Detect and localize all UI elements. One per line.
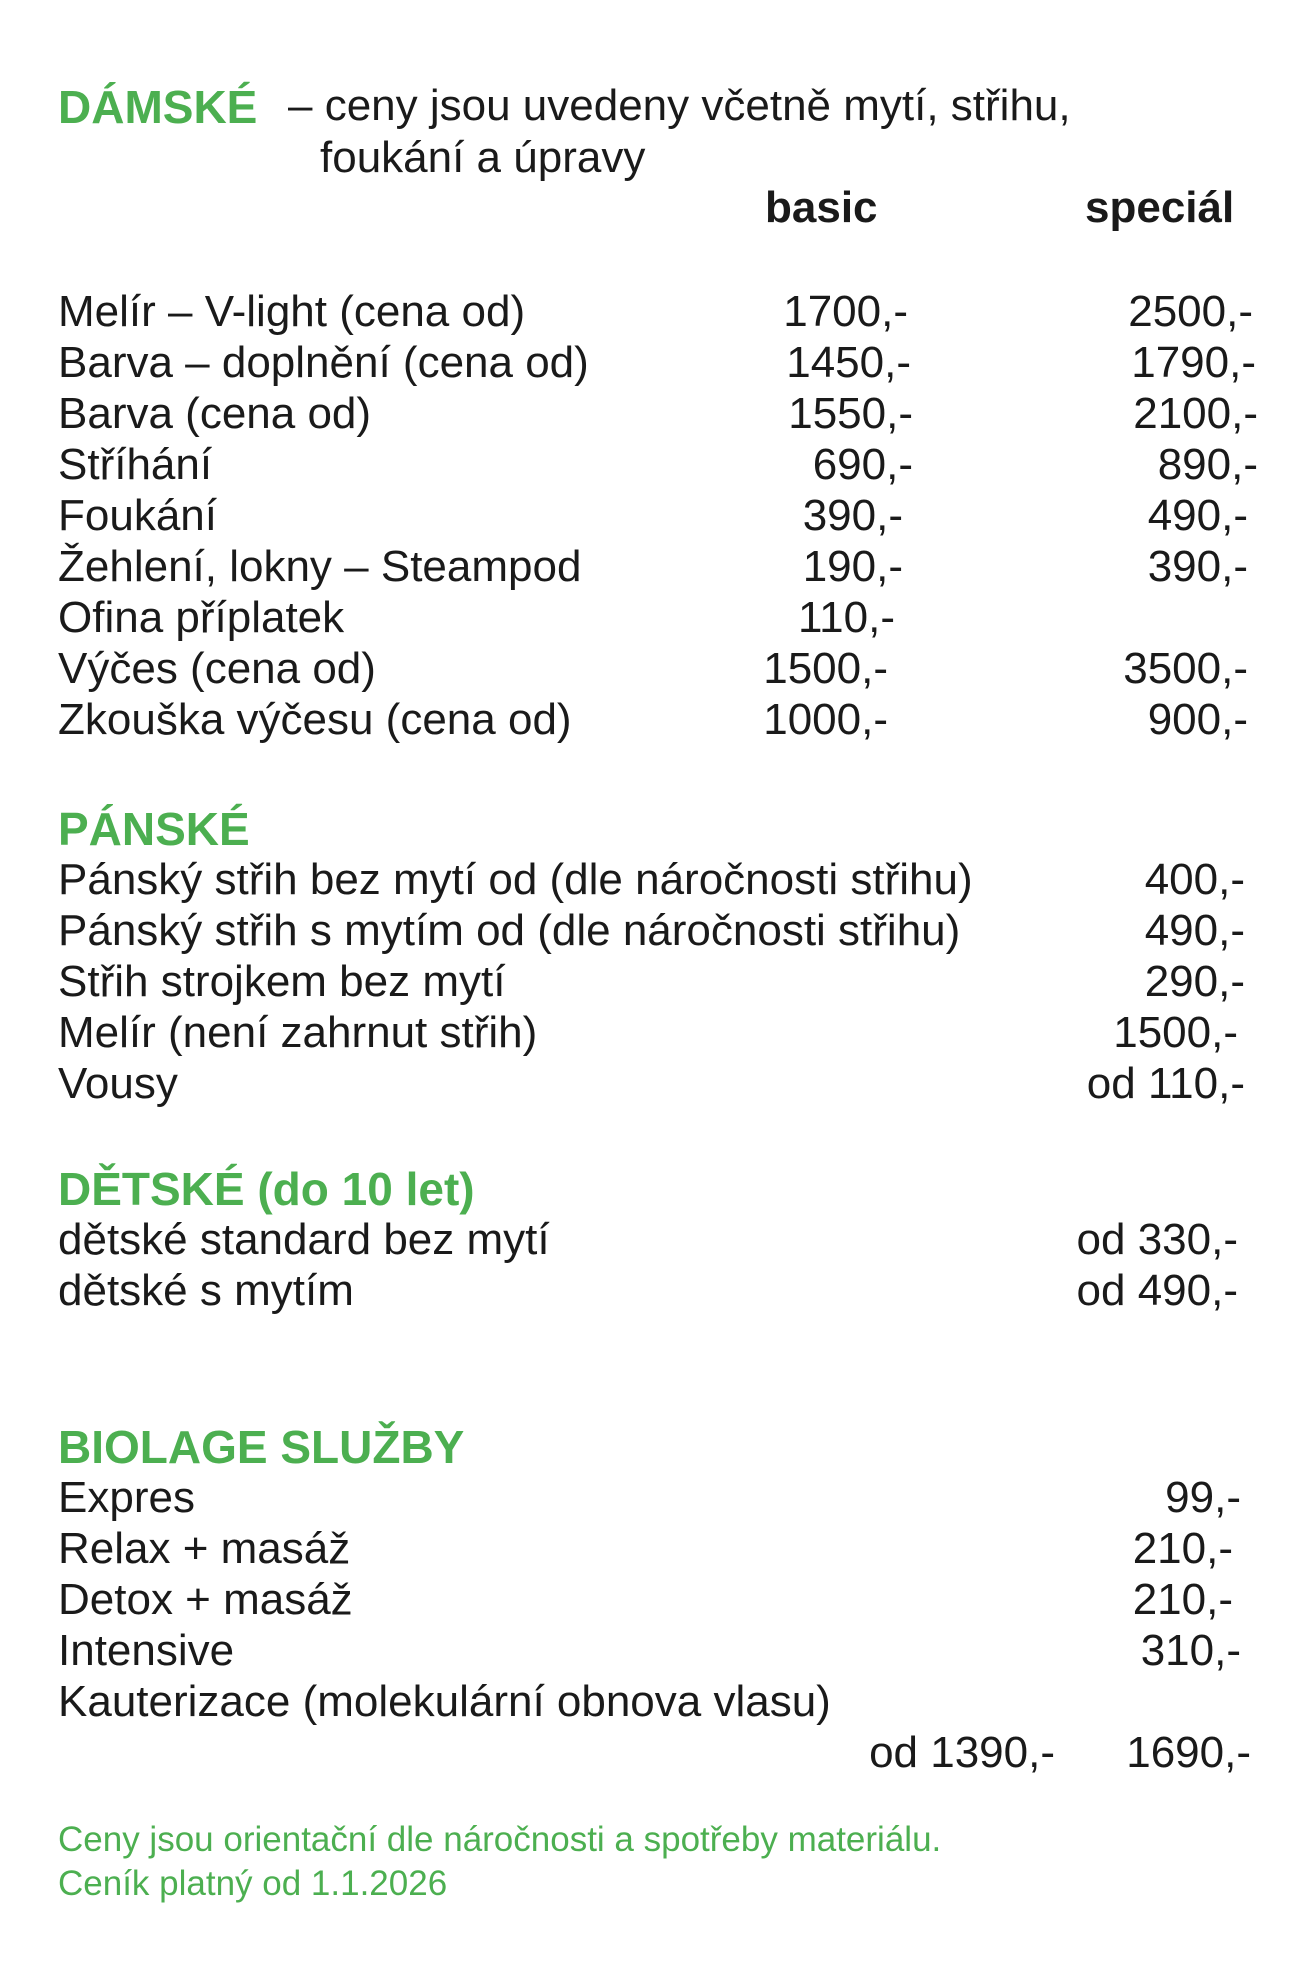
price-value: 1500,- — [1113, 1008, 1238, 1057]
price-basic: 190,- — [802, 542, 903, 591]
footer-note: Ceny jsou orientační dle náročnosti a spotřeby materiálu. — [58, 1820, 942, 1859]
price-item-name: Kauterizace (molekulární obnova vlasu) — [58, 1677, 831, 1726]
price-special: 390,- — [1147, 542, 1248, 591]
price-basic: 1450,- — [786, 338, 911, 387]
price-special: 3500,- — [1123, 644, 1248, 693]
price-item-name: Stříhání — [58, 440, 213, 489]
price-basic: 1000,- — [763, 695, 888, 744]
section-title-damske: DÁMSKÉ — [58, 81, 258, 133]
price-value-from: od 1390,- — [869, 1728, 1055, 1777]
price-item-name: Melír – V-light (cena od) — [58, 287, 526, 336]
section-title-biolage: BIOLAGE SLUŽBY — [58, 1421, 465, 1473]
price-value: 490,- — [1144, 906, 1245, 955]
section-subtitle-line2: foukání a úpravy — [320, 133, 646, 182]
price-basic: 390,- — [802, 491, 903, 540]
price-basic: 690,- — [812, 440, 913, 489]
column-header-basic: basic — [765, 183, 878, 232]
price-special: 1790,- — [1131, 338, 1256, 387]
price-item-name: Barva – doplnění (cena od) — [58, 338, 589, 387]
price-value: od 110,- — [1086, 1059, 1245, 1108]
price-item-name: Detox + masáž — [58, 1575, 353, 1624]
price-value: 400,- — [1144, 855, 1245, 904]
price-value: od 330,- — [1076, 1215, 1238, 1264]
price-item-name: dětské standard bez mytí — [58, 1215, 550, 1264]
section-title-panske: PÁNSKÉ — [58, 803, 250, 855]
price-value: 310,- — [1140, 1626, 1241, 1675]
price-special: 900,- — [1147, 695, 1248, 744]
price-item-name: Pánský střih bez mytí od (dle náročnosti střihu) — [58, 855, 973, 904]
price-basic: 110,- — [797, 593, 895, 642]
price-basic: 1550,- — [788, 389, 913, 438]
price-item-name: Pánský střih s mytím od (dle náročnosti střihu) — [58, 906, 961, 955]
price-special: 490,- — [1147, 491, 1248, 540]
price-value: od 490,- — [1076, 1266, 1238, 1315]
price-item-name: Melír (není zahrnut střih) — [58, 1008, 538, 1057]
price-special: 2500,- — [1128, 287, 1253, 336]
section-title-detske: DĚTSKÉ (do 10 let) — [58, 1163, 475, 1215]
price-item-name: Barva (cena od) — [58, 389, 372, 438]
price-item-name: Zkouška výčesu (cena od) — [58, 695, 572, 744]
price-item-name: dětské s mytím — [58, 1266, 354, 1315]
price-value: 1690,- — [1126, 1728, 1251, 1777]
price-item-name: Střih strojkem bez mytí — [58, 957, 506, 1006]
section-subtitle-line1: – ceny jsou uvedeny včetně mytí, střihu, — [288, 81, 1071, 130]
price-item-name: Vousy — [58, 1059, 178, 1108]
price-value: 210,- — [1132, 1524, 1233, 1573]
price-item-name: Intensive — [58, 1626, 235, 1675]
footer-valid-date: Ceník platný od 1.1.2026 — [58, 1864, 448, 1903]
price-item-name: Výčes (cena od) — [58, 644, 376, 693]
price-value: 210,- — [1132, 1575, 1233, 1624]
price-item-name: Žehlení, lokny – Steampod — [58, 542, 582, 591]
price-item-name: Foukání — [58, 491, 217, 540]
price-item-name: Expres — [58, 1473, 195, 1522]
price-value: 290,- — [1144, 957, 1245, 1006]
price-basic: 1700,- — [783, 287, 908, 336]
column-header-special: speciál — [1085, 183, 1235, 232]
price-basic: 1500,- — [763, 644, 888, 693]
price-special: 890,- — [1157, 440, 1258, 489]
price-item-name: Ofina příplatek — [58, 593, 345, 642]
price-item-name: Relax + masáž — [58, 1524, 351, 1573]
price-value: 99,- — [1165, 1473, 1241, 1522]
price-special: 2100,- — [1133, 389, 1258, 438]
